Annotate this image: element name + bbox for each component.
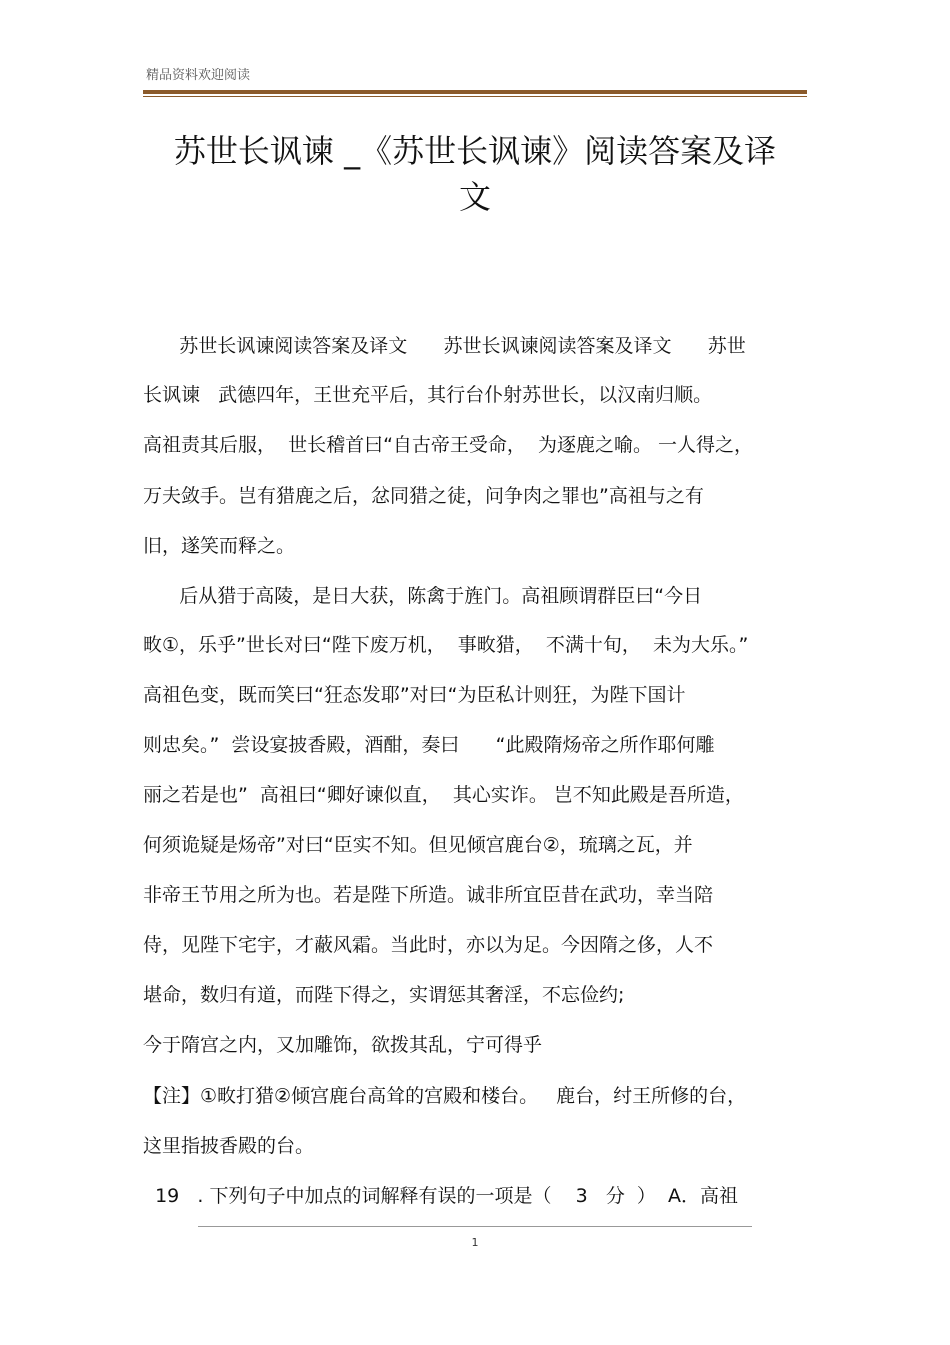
body-line: 高祖色变，既而笑曰“狂态发耶”对曰“为臣私计则狂，为陛下国计 bbox=[143, 684, 686, 706]
footer-rule bbox=[198, 1226, 752, 1227]
body-line: 后从猎于高陵，是日大获，陈禽于旌门。高祖顾谓群臣曰“今日 bbox=[143, 585, 703, 607]
body-line: 这里指披香殿的台。 bbox=[143, 1135, 315, 1157]
body-line: 苏世长讽谏阅读答案及译文 苏世长讽谏阅读答案及译文 苏世 bbox=[143, 335, 746, 357]
title-line-2: 文 bbox=[458, 178, 491, 216]
body-line: 何须诡疑是炀帝”对曰“臣实不知。但见倾宫鹿台②，琉璃之瓦，并 bbox=[143, 834, 693, 856]
header-label: 精品资料欢迎阅读 bbox=[146, 68, 251, 83]
body-line: 旧，遂笑而释之。 bbox=[143, 535, 296, 557]
body-line: 万夫敛手。岂有猎鹿之后，忿同猎之徒，问争肉之罪也”高祖与之有 bbox=[143, 485, 704, 507]
body-text bbox=[143, 0, 807, 1207]
body-line: 19 . 下列句子中加点的词解释有误的一项是（ 3 分 ） A．高祖 bbox=[143, 1185, 738, 1207]
body-line: 高祖责其后服， 世长稽首曰“自古帝王受命， 为逐鹿之喻。 一人得之， bbox=[143, 434, 754, 456]
body-line: 长讽谏 武德四年，王世充平后，其行台仆射苏世长，以汉南归顺。 bbox=[143, 384, 713, 406]
body-line: 今于隋宫之内，又加雕饰，欲拨其乱，宁可得乎 bbox=[143, 1034, 543, 1056]
body-line: 则忠矣。” 尝设宴披香殿，酒酣，奏曰 “此殿隋炀帝之所作耶何雕 bbox=[143, 734, 715, 756]
body-line: 【注】①畋打猎②倾宫鹿台高耸的宫殿和楼台。 鹿台，纣王所修的台， bbox=[143, 1085, 747, 1107]
title-line-1: 苏世长讽谏 _《苏世长讽谏》阅读答案及译 bbox=[173, 132, 777, 170]
body-line: 堪命，数归有道，而陛下得之，实谓惩其奢淫，不忘俭约; bbox=[143, 984, 625, 1006]
body-line: 侍，见陛下宅宇，才蔽风霜。当此时，亦以为足。今因隋之侈，人不 bbox=[143, 934, 714, 956]
body-line: 丽之若是也” 高祖曰“卿好谏似直， 其心实诈。 岂不知此殿是吾所造， bbox=[143, 784, 744, 806]
page-number: 1 bbox=[471, 1236, 479, 1249]
body-line: 畋①，乐乎”世长对曰“陛下废万机， 事畋猎， 不满十旬， 未为大乐。” bbox=[143, 634, 749, 656]
body-line: 非帝王节用之所为也。若是陛下所造。诚非所宜臣昔在武功，幸当陪 bbox=[143, 884, 714, 906]
